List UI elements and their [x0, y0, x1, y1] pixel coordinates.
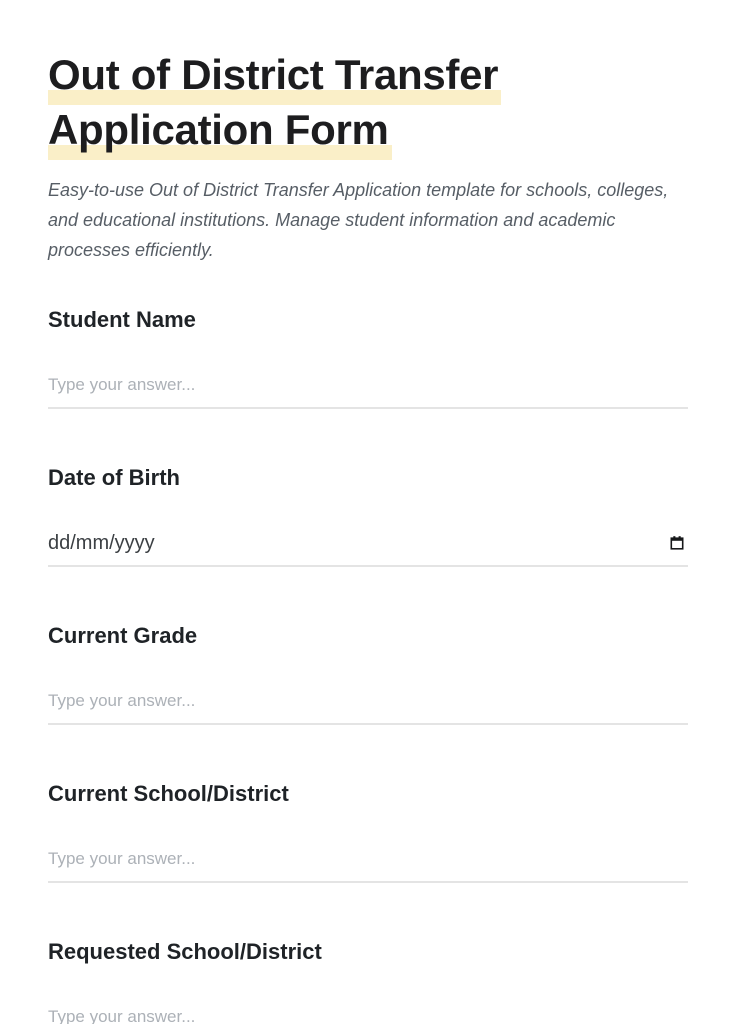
date-format-text: dd/mm/yyyy	[48, 532, 155, 554]
page-title	[48, 47, 688, 157]
current-grade-input[interactable]	[48, 688, 688, 714]
field-student-name	[48, 307, 688, 409]
calendar-icon[interactable]	[669, 535, 685, 551]
student-name-label: Student Name	[48, 307, 196, 332]
current-grade-input-underline	[48, 688, 688, 725]
field-date-of-birth	[48, 465, 688, 567]
field-requested-school-district	[48, 939, 688, 1024]
requested-school-district-input-underline	[48, 1004, 688, 1024]
requested-school-district-input[interactable]	[48, 1004, 688, 1024]
current-school-district-input[interactable]	[48, 846, 688, 872]
date-of-birth-label: Date of Birth	[48, 465, 180, 490]
field-current-grade	[48, 623, 688, 725]
student-name-input[interactable]	[48, 372, 688, 398]
student-name-input-underline	[48, 372, 688, 409]
date-of-birth-input-underline	[48, 530, 688, 567]
current-grade-label: Current Grade	[48, 623, 198, 648]
requested-school-district-label: Requested School/District	[48, 939, 322, 964]
field-current-school-district	[48, 781, 688, 883]
current-school-district-input-underline	[48, 846, 688, 883]
current-school-district-label: Current School/District	[48, 781, 289, 806]
date-of-birth-input[interactable]	[48, 530, 688, 556]
page-title-text: Out of District Transfer Application Form	[48, 51, 501, 160]
form-description: Easy-to-use Out of District Transfer Application template for schools, colleges, and educational institutions. Manage student information and academic processes efficiently.	[48, 180, 669, 260]
